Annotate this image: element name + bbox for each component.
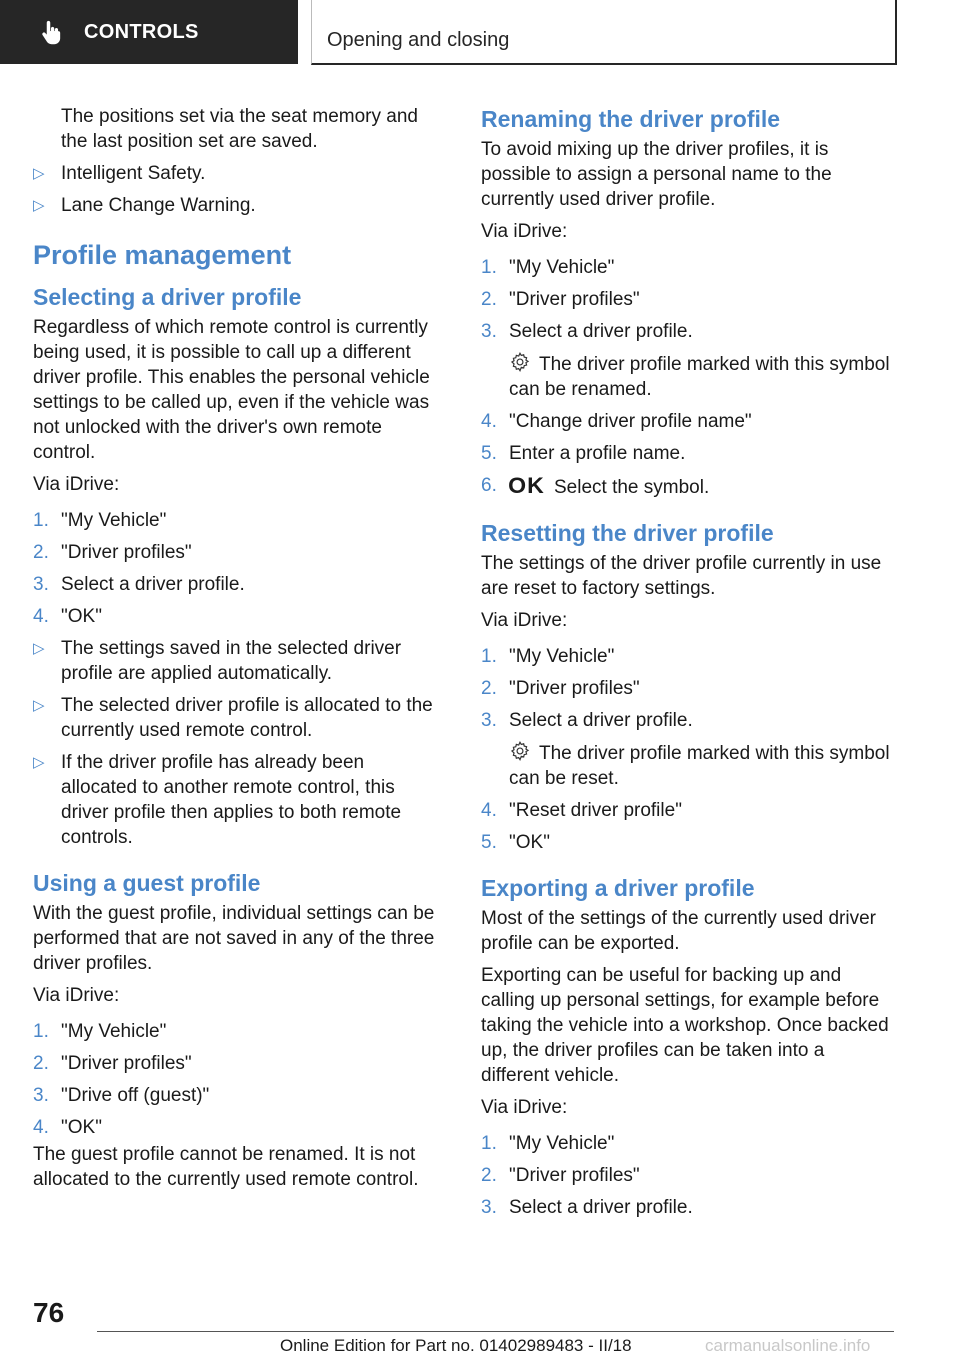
- gear-icon: [509, 351, 531, 373]
- renaming-note: The driver profile marked with this symbol can be renamed.: [481, 351, 897, 402]
- list-item: 1. "My Vehicle": [33, 510, 167, 531]
- guest-steps: [33, 1019, 445, 1140]
- exporting-body-1: Most of the settings of the currently used driver profile can be exported.: [481, 908, 876, 954]
- triangle-right-icon: ▷: [33, 697, 45, 714]
- list-item: ▷ The settings saved in the selected driver profile are applied automatically.: [33, 638, 402, 684]
- via-idrive-label: Via iDrive:: [481, 221, 568, 242]
- list-item: 2. "Driver profiles": [481, 678, 640, 699]
- footer-divider: [97, 1331, 894, 1332]
- list-item: 4. "Reset driver profile": [481, 800, 682, 821]
- resetting-note: The driver profile marked with this symbol can be reset.: [481, 740, 897, 791]
- right-column: [481, 104, 897, 1227]
- list-item: 4. "OK": [33, 606, 102, 627]
- list-item: 5. "OK": [481, 832, 550, 853]
- list-item: 1. "My Vehicle": [481, 646, 615, 667]
- edition-note: Online Edition for Part no. 01402989483 - II/18: [280, 1336, 632, 1355]
- via-idrive-label: Via iDrive:: [33, 474, 120, 495]
- via-idrive-label: Via iDrive:: [481, 1097, 568, 1118]
- ok-symbol-icon: OK: [508, 473, 545, 498]
- guest-outro: The guest profile cannot be renamed. It is not allocated to the currently used remote control.: [33, 1144, 419, 1190]
- list-item: 4. "Change driver profile name": [481, 411, 752, 432]
- heading-guest-profile: Using a guest profile: [33, 870, 261, 896]
- section-title: CONTROLS: [84, 20, 199, 43]
- resetting-body: The settings of the driver profile currently in use are reset to factory settings.: [481, 553, 882, 599]
- exporting-body-2: Exporting can be useful for backing up and calling up personal settings, for example before taking the vehicle into a workshop. Once backed up, the driver profiles can be taken into a different vehicle.: [481, 965, 889, 1086]
- list-item: 1. "My Vehicle": [481, 257, 615, 278]
- watermark: carmanualsonline.info: [705, 1336, 871, 1355]
- list-item: 1. "My Vehicle": [33, 1021, 167, 1042]
- intro-bullet-list: [33, 161, 445, 218]
- resetting-steps: [481, 644, 897, 733]
- gear-icon: [509, 740, 531, 762]
- list-item: 4. "OK": [33, 1117, 102, 1138]
- exporting-steps: [481, 1131, 897, 1220]
- list-item: 3. Select a driver profile.: [33, 574, 245, 595]
- heading-selecting-driver-profile: Selecting a driver profile: [33, 284, 302, 310]
- guest-body: With the guest profile, individual settings can be performed that are not saved in any of the three driver profiles.: [33, 903, 435, 974]
- intro-continuation: The positions set via the seat memory and the last position set are saved.: [61, 106, 418, 152]
- selecting-body: Regardless of which remote control is currently being used, it is possible to call up a different driver profile. This enables the personal vehicle settings to be called up, even if the vehicle was not unlocked with the driver's own remote control.: [33, 317, 430, 463]
- list-item: 2. "Driver profiles": [481, 1165, 640, 1186]
- list-item: ▷ Intelligent Safety.: [33, 163, 206, 184]
- list-item: 2. "Driver profiles": [33, 542, 192, 563]
- list-item: 2. "Driver profiles": [481, 289, 640, 310]
- chapter-tab: [311, 0, 897, 65]
- list-item: 3. Select a driver profile.: [481, 710, 693, 731]
- via-idrive-label: Via iDrive:: [33, 985, 120, 1006]
- list-item: 2. "Driver profiles": [33, 1053, 192, 1074]
- page-number: 76: [33, 1297, 65, 1328]
- list-item: ▷ If the driver profile has already been allocated to another remote control, this driver profile then applies to both remote controls.: [33, 752, 402, 848]
- triangle-right-icon: ▷: [33, 640, 45, 657]
- chapter-title: Opening and closing: [327, 29, 510, 51]
- heading-profile-management: Profile management: [33, 240, 292, 270]
- list-item: 5. Enter a profile name.: [481, 443, 686, 464]
- via-idrive-label: Via iDrive:: [481, 610, 568, 631]
- list-item: 1. "My Vehicle": [481, 1133, 615, 1154]
- heading-exporting-driver-profile: Exporting a driver profile: [481, 875, 755, 901]
- list-item: 3. "Drive off (guest)": [33, 1085, 210, 1106]
- list-item: 3. Select a driver profile.: [481, 321, 693, 342]
- list-item: 3. Select a driver profile.: [481, 1197, 693, 1218]
- triangle-right-icon: ▷: [33, 197, 45, 214]
- left-column: [33, 104, 445, 1199]
- hand-pointer-icon: [38, 18, 66, 46]
- renaming-steps-cont: [481, 409, 897, 500]
- heading-renaming-driver-profile: Renaming the driver profile: [481, 106, 781, 132]
- selecting-bullets: [33, 636, 445, 850]
- renaming-body: To avoid mixing up the driver profiles, it is possible to assign a personal name to the currently used driver profile.: [481, 139, 832, 210]
- selecting-steps: [33, 508, 445, 629]
- triangle-right-icon: ▷: [33, 165, 45, 182]
- list-item: 6. OK Select the symbol.: [481, 473, 710, 498]
- resetting-steps-cont: [481, 798, 897, 855]
- list-item: ▷ Lane Change Warning.: [33, 195, 256, 216]
- renaming-steps: [481, 255, 897, 344]
- section-tab: [0, 0, 298, 64]
- heading-resetting-driver-profile: Resetting the driver profile: [481, 520, 774, 546]
- list-item: ▷ The selected driver profile is allocated to the currently used remote control.: [33, 695, 433, 741]
- triangle-right-icon: ▷: [33, 754, 45, 771]
